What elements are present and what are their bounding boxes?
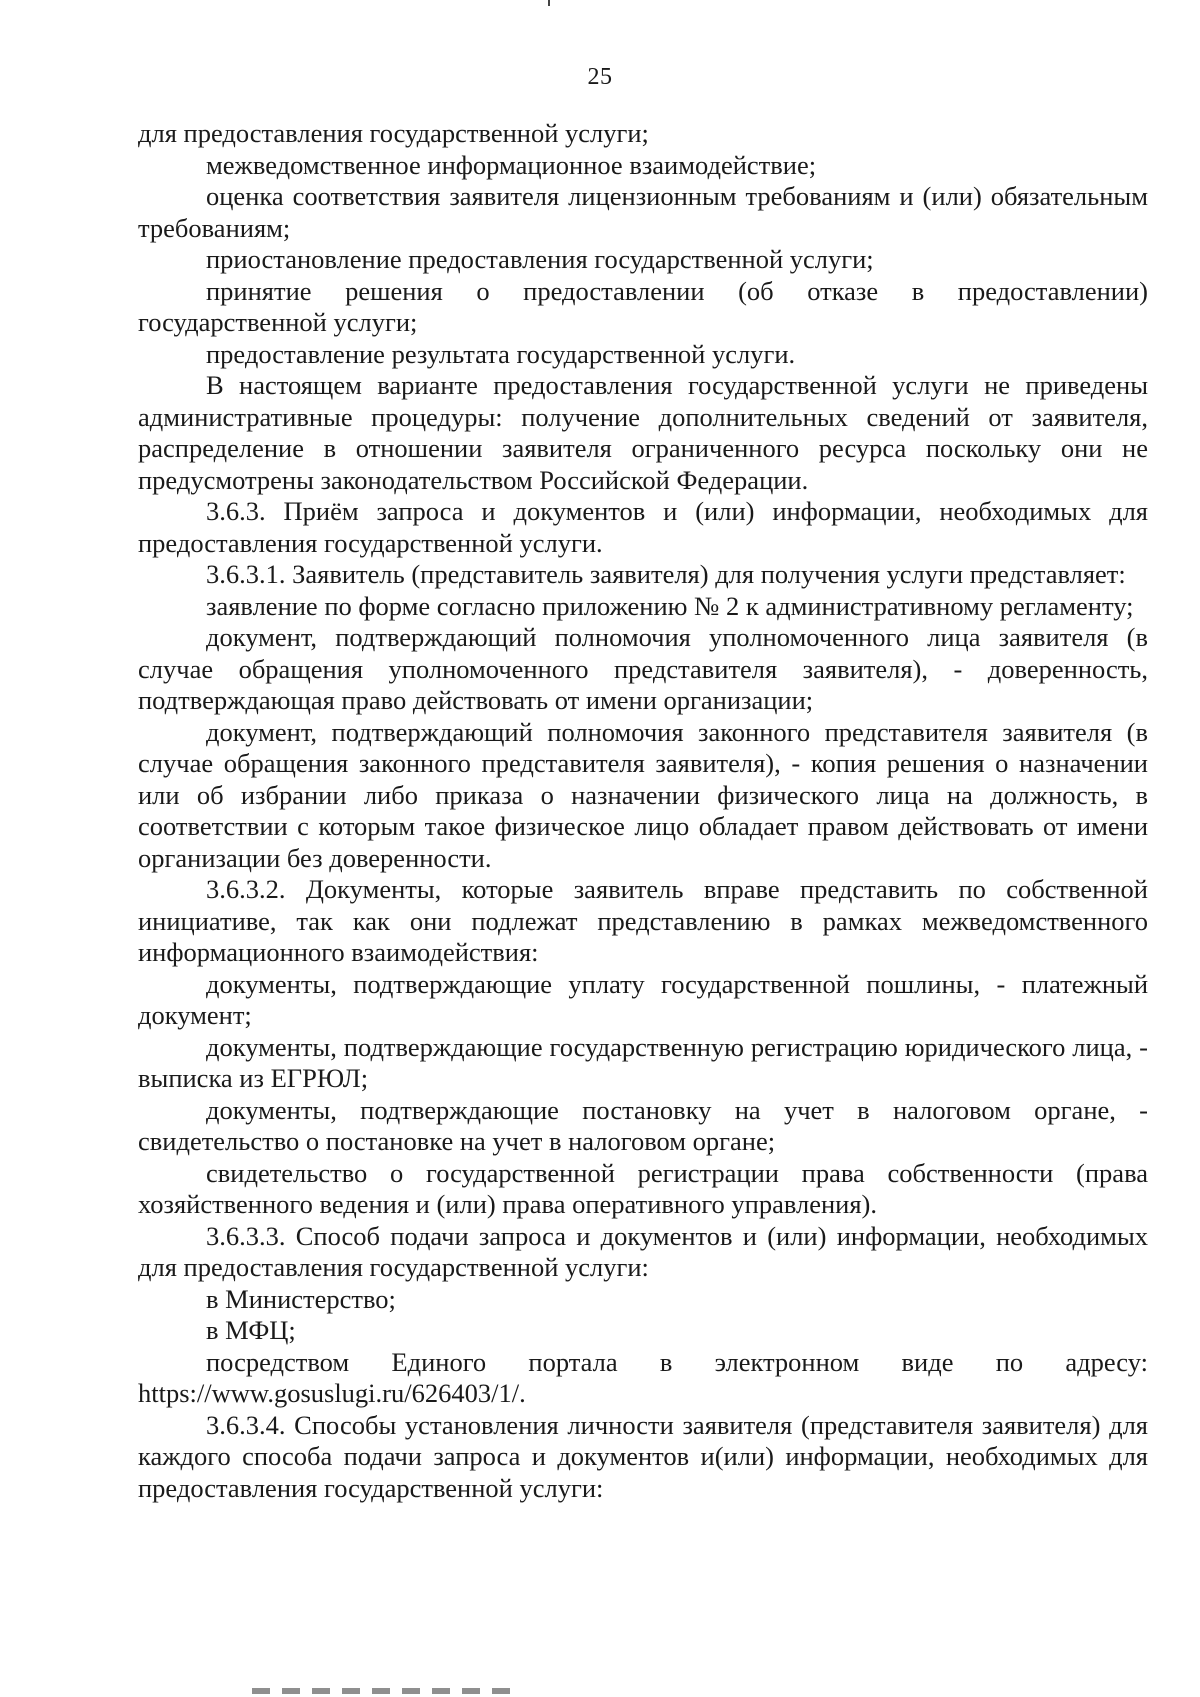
list-item: документ, подтверждающий полномочия уполномоченного лица заявителя (в случае обращения уполномоченного представителя заявителя), - доверенность, подтверждающая право действовать от имени организации; xyxy=(138,622,1148,715)
paragraph: 3.6.3.4. Способы установления личности заявителя (представителя заявителя) для каждого способа подачи запроса и документов и(или) информации, необходимых для предоставления государственной услуги: xyxy=(138,1409,1148,1503)
document-body xyxy=(138,118,1148,1504)
list-item: документ, подтверждающий полномочия законного представителя заявителя (в случае обращения законного представителя заявителя), - копия решения о назначении или об избрании либо приказа о назначении физического лица на должность, в соответствии с которым такое физическое лицо обладает правом действовать от имени организации без доверенности. xyxy=(138,716,1148,873)
paragraph: 3.6.3.2. Документы, которые заявитель вправе представить по собственной инициативе, так как они подлежат представлению в рамках межведомственного информационного взаимодействия: xyxy=(138,874,1148,967)
paragraph: для предоставления государственной услуги; xyxy=(138,118,649,148)
paragraph: 3.6.3.3. Способ подачи запроса и документов и (или) информации, необходимых для предоставления государственной услуги: xyxy=(138,1220,1148,1282)
paragraph: принятие решения о предоставлении (об отказе в предоставлении) государственной услуги; xyxy=(138,275,1148,337)
scan-artifact xyxy=(252,1688,512,1694)
section-heading: 3.6.3. Приём запроса и документов и (или) информации, необходимых для предоставления государственной услуги. xyxy=(138,496,1148,558)
paragraph: приостановление предоставления государственной услуги; xyxy=(206,244,874,274)
paragraph: 3.6.3.1. Заявитель (представитель заявителя) для получения услуги представляет: xyxy=(206,559,1126,589)
scan-mark xyxy=(548,0,550,6)
paragraph: межведомственное информационное взаимодействие; xyxy=(206,149,817,180)
list-item: заявление по форме согласно приложению № 2 к административному регламенту; xyxy=(206,590,1134,621)
paragraph: оценка соответствия заявителя лицензионным требованиям и (или) обязательным требованиям; xyxy=(138,181,1148,243)
paragraph: предоставление результата государственной услуги. xyxy=(206,338,796,369)
list-item: свидетельство о государственной регистрации права собственности (права хозяйственного ведения и (или) права оперативного управления). xyxy=(138,1157,1148,1219)
list-item: документы, подтверждающие постановку на учет в налоговом органе, - свидетельство о постановке на учет в налоговом органе; xyxy=(138,1094,1148,1156)
list-item: в МФЦ; xyxy=(206,1315,296,1345)
list-item: посредством Единого портала в электронном виде по адресу: https://www.gosuslugi.ru/626403/1/. xyxy=(138,1346,1148,1408)
paragraph: В настоящем варианте предоставления государственной услуги не приведены административные процедуры: получение дополнительных сведений от заявителя, распределение в отношении заявителя ограниченного ресурса поскольку они не предусмотрены законодательством Российской Федерации. xyxy=(138,370,1148,495)
list-item: в Министерство; xyxy=(206,1283,396,1314)
page-number: 25 xyxy=(587,64,613,90)
list-item: документы, подтверждающие государственную регистрацию юридического лица, - выписка из ЕГРЮЛ; xyxy=(138,1031,1148,1093)
list-item: документы, подтверждающие уплату государственной пошлины, - платежный документ; xyxy=(138,968,1148,1030)
